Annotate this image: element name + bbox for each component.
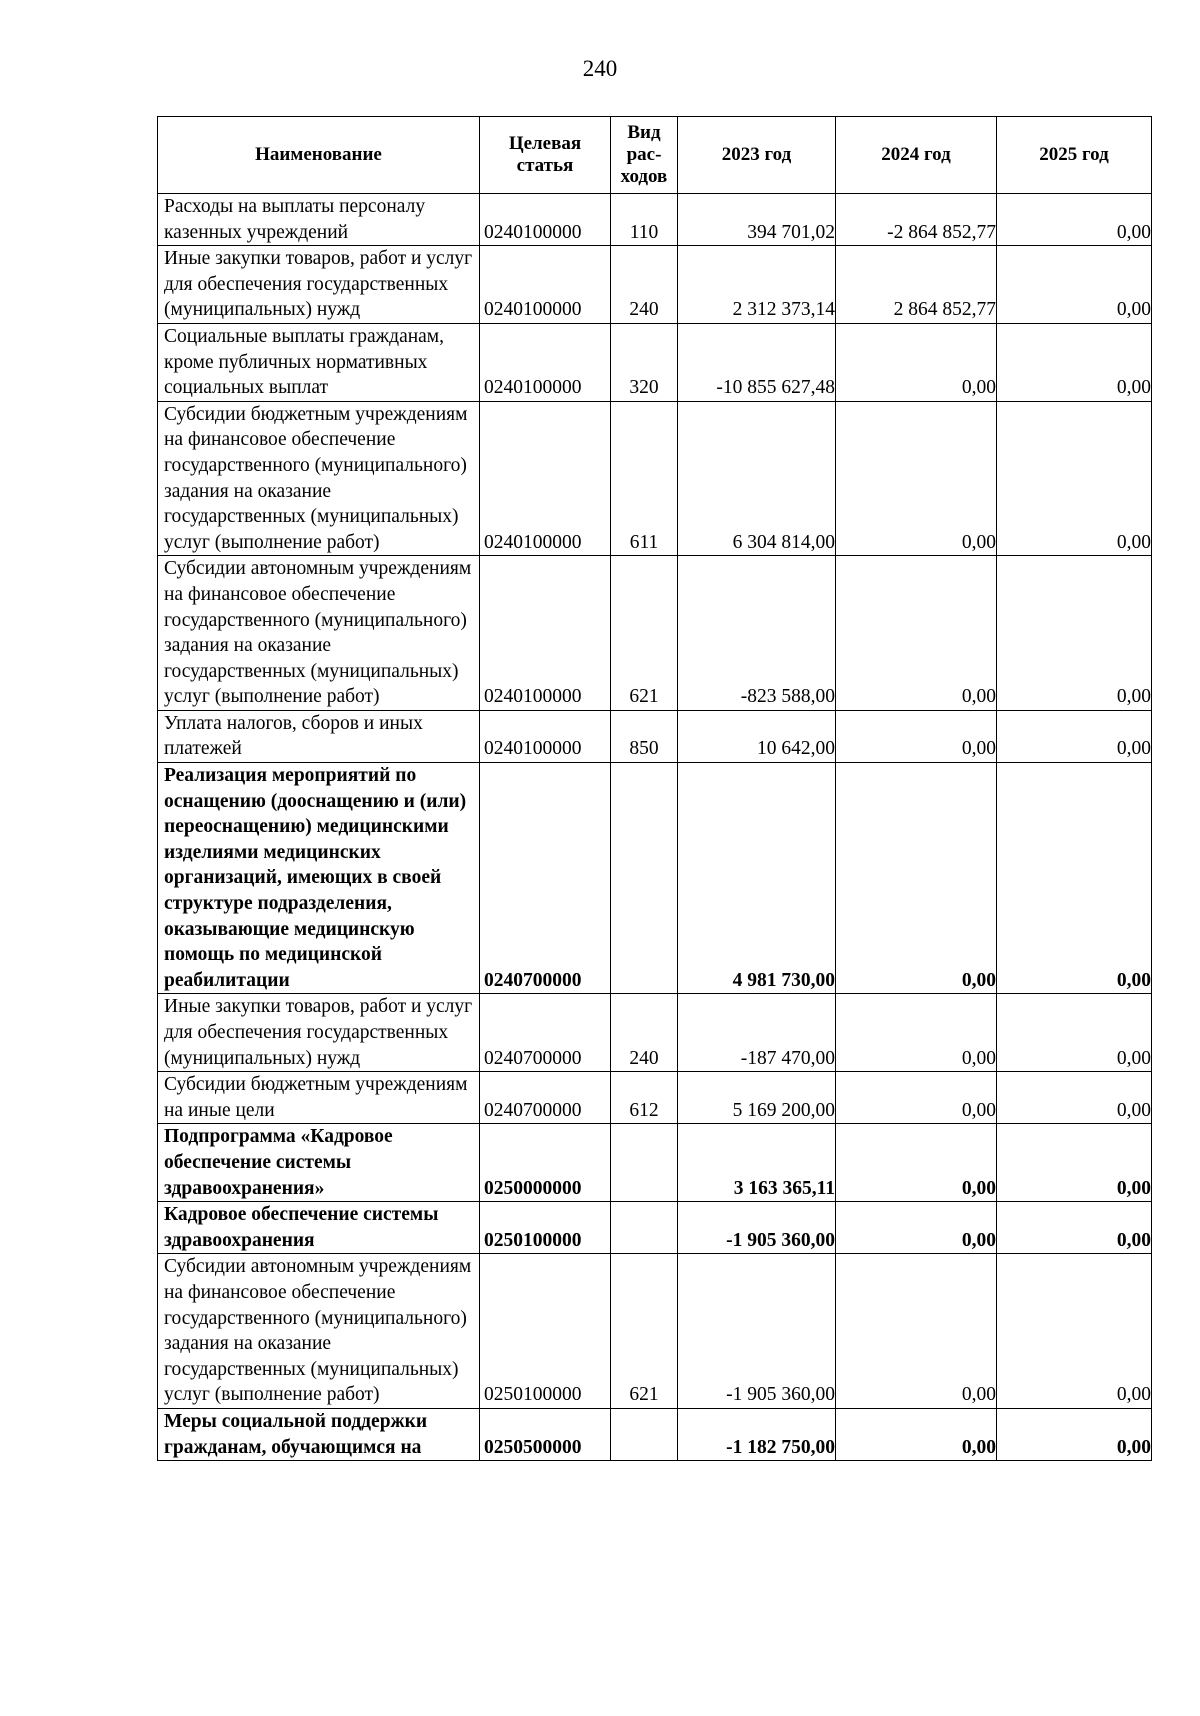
cell-expense-kind: [611, 1124, 678, 1202]
cell-expense-kind: 850: [611, 710, 678, 762]
table-row: [158, 194, 1152, 246]
cell-expense-kind: [611, 1202, 678, 1254]
table-row: [158, 1202, 1152, 1254]
cell-name: Социальные выплаты гражданам, кроме публичных нормативных социальных выплат: [158, 323, 480, 401]
cell-2023: 3 163 365,11: [678, 1124, 836, 1202]
cell-2025: 0,00: [997, 994, 1152, 1072]
cell-expense-kind: 621: [611, 1254, 678, 1409]
table-row: [158, 323, 1152, 401]
table-row: [158, 994, 1152, 1072]
header-year-2024: 2024 год: [836, 117, 997, 194]
cell-expense-kind: 612: [611, 1072, 678, 1124]
header-name: Наименование: [158, 117, 480, 194]
cell-2023: 4 981 730,00: [678, 763, 836, 994]
cell-2025: 0,00: [997, 1072, 1152, 1124]
cell-expense-kind: 110: [611, 194, 678, 246]
cell-2025: 0,00: [997, 763, 1152, 994]
cell-name: Расходы на выплаты персоналу казенных учреждений: [158, 194, 480, 246]
cell-2025: 0,00: [997, 1408, 1152, 1460]
cell-2024: 0,00: [836, 401, 997, 556]
table-body: [158, 194, 1152, 1461]
cell-name: Иные закупки товаров, работ и услуг для обеспечения государственных (муниципальных) нужд: [158, 994, 480, 1072]
cell-2025: 0,00: [997, 194, 1152, 246]
cell-name: Реализация мероприятий по оснащению (дооснащению и (или) переоснащению) медицинскими изделиями медицинских организаций, имеющих в своей структуре подразделения, оказывающие медицинскую помощь по медицинской реабилитации: [158, 763, 480, 994]
budget-table: [157, 116, 1152, 1461]
cell-target-article: 0240100000: [480, 246, 611, 324]
cell-2024: 0,00: [836, 556, 997, 711]
cell-2023: -1 905 360,00: [678, 1202, 836, 1254]
table-row: [158, 1408, 1152, 1460]
cell-2024: -2 864 852,77: [836, 194, 997, 246]
cell-target-article: 0250100000: [480, 1254, 611, 1409]
cell-2025: 0,00: [997, 556, 1152, 711]
cell-2024: 0,00: [836, 994, 997, 1072]
table-row: [158, 246, 1152, 324]
cell-target-article: 0240100000: [480, 556, 611, 711]
cell-2024: 0,00: [836, 763, 997, 994]
table-row: [158, 556, 1152, 711]
cell-2025: 0,00: [997, 1202, 1152, 1254]
cell-expense-kind: 240: [611, 246, 678, 324]
cell-2025: 0,00: [997, 710, 1152, 762]
table-row: [158, 1124, 1152, 1202]
table-row: [158, 710, 1152, 762]
cell-2023: 10 642,00: [678, 710, 836, 762]
table-row: [158, 1254, 1152, 1409]
cell-target-article: 0250100000: [480, 1202, 611, 1254]
cell-2025: 0,00: [997, 1124, 1152, 1202]
cell-name: Уплата налогов, сборов и иных платежей: [158, 710, 480, 762]
cell-name: Субсидии автономным учреждениям на финансовое обеспечение государственного (муниципального) задания на оказание государственных (муниципальных) услуг (выполнение работ): [158, 556, 480, 711]
cell-target-article: 0240700000: [480, 763, 611, 994]
table-header-row: [158, 117, 1152, 194]
header-year-2023: 2023 год: [678, 117, 836, 194]
cell-2023: -10 855 627,48: [678, 323, 836, 401]
header-target-article: Целевая статья: [480, 117, 611, 194]
cell-2024: 2 864 852,77: [836, 246, 997, 324]
header-expense-kind: Вид рас- ходов: [611, 117, 678, 194]
cell-2023: -1 182 750,00: [678, 1408, 836, 1460]
table-row: [158, 401, 1152, 556]
cell-2024: 0,00: [836, 1124, 997, 1202]
cell-expense-kind: [611, 1408, 678, 1460]
cell-2023: -187 470,00: [678, 994, 836, 1072]
cell-name: Субсидии бюджетным учреждениям на иные цели: [158, 1072, 480, 1124]
cell-2023: -1 905 360,00: [678, 1254, 836, 1409]
cell-target-article: 0240100000: [480, 194, 611, 246]
cell-2024: 0,00: [836, 323, 997, 401]
cell-name: Подпрограмма «Кадровое обеспечение системы здравоохранения»: [158, 1124, 480, 1202]
cell-expense-kind: 320: [611, 323, 678, 401]
cell-target-article: 0240100000: [480, 710, 611, 762]
cell-expense-kind: [611, 763, 678, 994]
cell-name: Кадровое обеспечение системы здравоохранения: [158, 1202, 480, 1254]
cell-2023: 394 701,02: [678, 194, 836, 246]
page-number: 240: [582, 56, 618, 81]
cell-2024: 0,00: [836, 710, 997, 762]
cell-expense-kind: 621: [611, 556, 678, 711]
table-row: [158, 1072, 1152, 1124]
cell-2024: 0,00: [836, 1072, 997, 1124]
header-year-2025: 2025 год: [997, 117, 1152, 194]
cell-2024: 0,00: [836, 1202, 997, 1254]
cell-target-article: 0240700000: [480, 1072, 611, 1124]
cell-2024: 0,00: [836, 1408, 997, 1460]
cell-2025: 0,00: [997, 1254, 1152, 1409]
cell-2023: 2 312 373,14: [678, 246, 836, 324]
cell-target-article: 0250500000: [480, 1408, 611, 1460]
cell-target-article: 0240100000: [480, 401, 611, 556]
cell-2023: 6 304 814,00: [678, 401, 836, 556]
cell-2023: 5 169 200,00: [678, 1072, 836, 1124]
cell-expense-kind: 240: [611, 994, 678, 1072]
cell-target-article: 0240100000: [480, 323, 611, 401]
cell-expense-kind: 611: [611, 401, 678, 556]
cell-2024: 0,00: [836, 1254, 997, 1409]
cell-2025: 0,00: [997, 401, 1152, 556]
cell-name: Субсидии автономным учреждениям на финансовое обеспечение государственного (муниципального) задания на оказание государственных (муниципальных) услуг (выполнение работ): [158, 1254, 480, 1409]
cell-2025: 0,00: [997, 246, 1152, 324]
cell-target-article: 0240700000: [480, 994, 611, 1072]
cell-name: Субсидии бюджетным учреждениям на финансовое обеспечение государственного (муниципального) задания на оказание государственных (муниципальных) услуг (выполнение работ): [158, 401, 480, 556]
cell-name: Меры социальной поддержки гражданам, обучающимся на: [158, 1408, 480, 1460]
cell-2025: 0,00: [997, 323, 1152, 401]
cell-target-article: 0250000000: [480, 1124, 611, 1202]
cell-2023: -823 588,00: [678, 556, 836, 711]
table-row: [158, 763, 1152, 994]
cell-name: Иные закупки товаров, работ и услуг для обеспечения государственных (муниципальных) нужд: [158, 246, 480, 324]
